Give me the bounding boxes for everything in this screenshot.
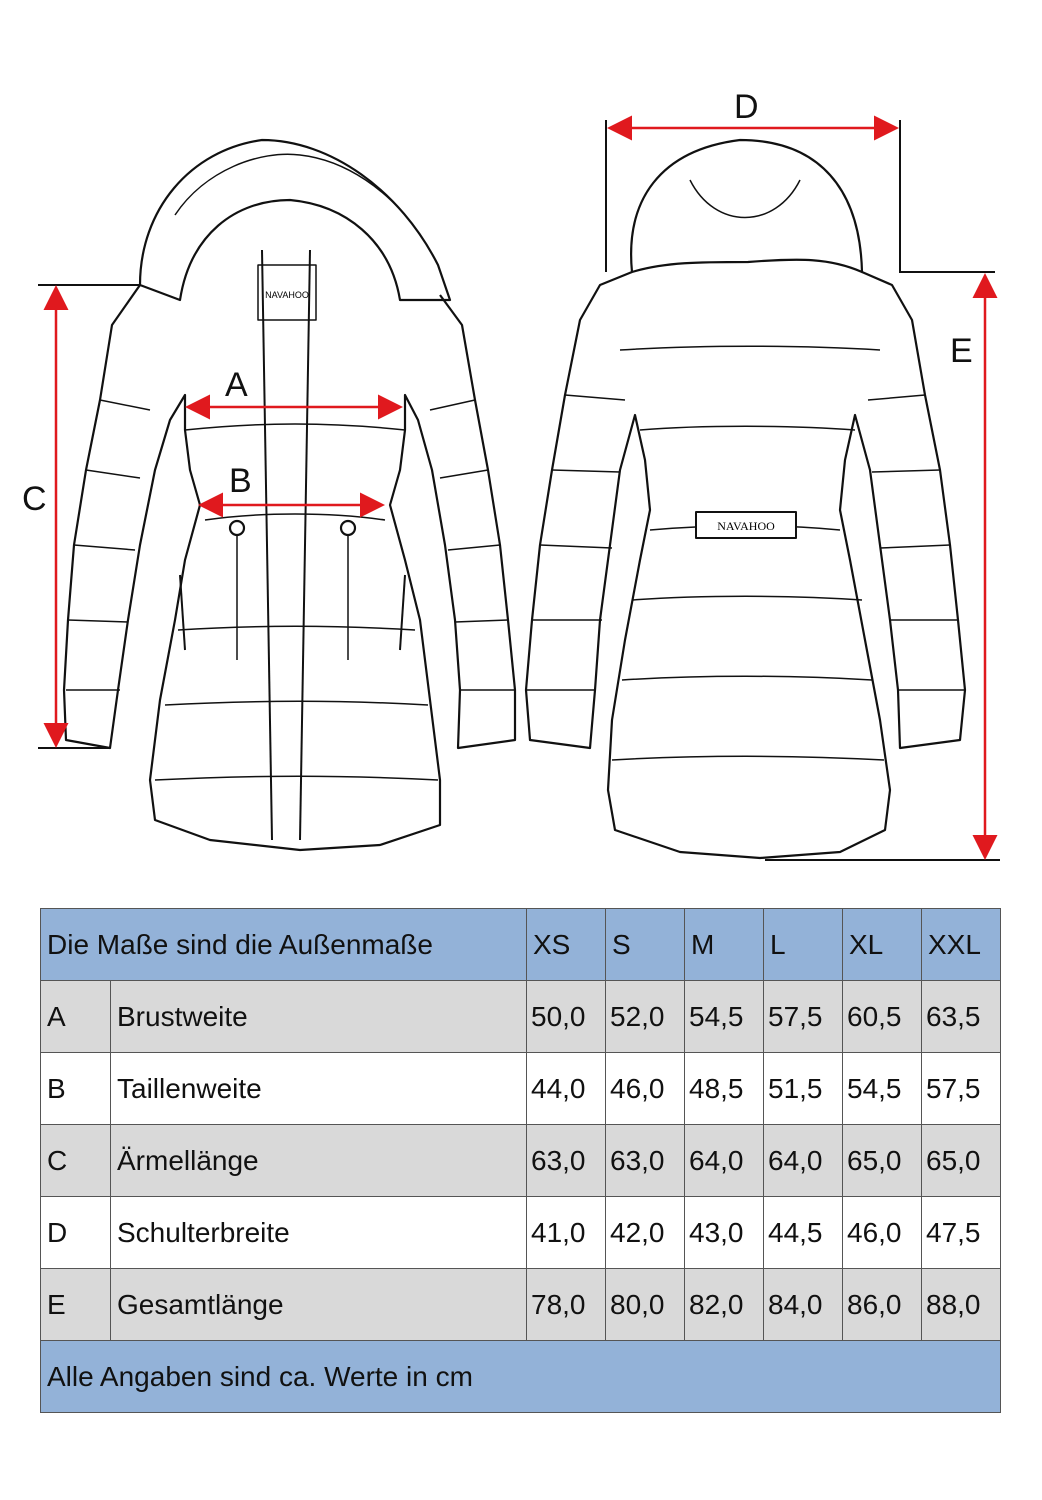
front-brand-label: NAVAHOO [265,290,309,300]
row-value: 51,5 [764,1053,843,1125]
label-B: B [229,462,252,500]
row-value: 42,0 [606,1197,685,1269]
row-name: Gesamtlänge [111,1269,527,1341]
row-name: Taillenweite [111,1053,527,1125]
table-row [41,1197,1001,1269]
size-header: XXL [922,909,1001,981]
row-value: 54,5 [685,981,764,1053]
size-table [40,908,1001,1413]
row-name: Schulterbreite [111,1197,527,1269]
row-value: 82,0 [685,1269,764,1341]
row-value: 57,5 [922,1053,1001,1125]
row-value: 44,0 [527,1053,606,1125]
row-value: 64,0 [685,1125,764,1197]
row-code: C [41,1125,111,1197]
row-value: 63,0 [606,1125,685,1197]
table-header-title: Die Maße sind die Außenmaße [41,909,527,981]
front-jacket-drawing [64,140,515,850]
row-code: A [41,981,111,1053]
size-header: L [764,909,843,981]
row-value: 60,5 [843,981,922,1053]
size-header: XS [527,909,606,981]
label-E: E [950,332,973,370]
label-D: D [734,88,759,126]
size-header: M [685,909,764,981]
row-value: 47,5 [922,1197,1001,1269]
row-name: Ärmellänge [111,1125,527,1197]
label-A: A [225,366,248,404]
row-value: 54,5 [843,1053,922,1125]
row-value: 86,0 [843,1269,922,1341]
row-value: 48,5 [685,1053,764,1125]
size-header: S [606,909,685,981]
dimension-guides [38,120,1000,860]
row-value: 65,0 [843,1125,922,1197]
label-C: C [22,480,47,518]
table-footer-row [41,1341,1001,1413]
row-value: 63,5 [922,981,1001,1053]
row-code: E [41,1269,111,1341]
row-value: 50,0 [527,981,606,1053]
row-code: B [41,1053,111,1125]
row-value: 88,0 [922,1269,1001,1341]
size-header: XL [843,909,922,981]
table-header-row [41,909,1001,981]
row-value: 46,0 [843,1197,922,1269]
table-row [41,981,1001,1053]
row-value: 52,0 [606,981,685,1053]
table-footer-note: Alle Angaben sind ca. Werte in cm [41,1341,1001,1413]
row-value: 44,5 [764,1197,843,1269]
row-value: 41,0 [527,1197,606,1269]
table-row [41,1053,1001,1125]
row-value: 63,0 [527,1125,606,1197]
table-row [41,1125,1001,1197]
row-value: 43,0 [685,1197,764,1269]
table-row [41,1269,1001,1341]
row-code: D [41,1197,111,1269]
row-value: 84,0 [764,1269,843,1341]
row-value: 78,0 [527,1269,606,1341]
back-brand-label: NAVAHOO [717,519,775,533]
row-name: Brustweite [111,981,527,1053]
row-value: 65,0 [922,1125,1001,1197]
row-value: 64,0 [764,1125,843,1197]
row-value: 57,5 [764,981,843,1053]
row-value: 46,0 [606,1053,685,1125]
row-value: 80,0 [606,1269,685,1341]
